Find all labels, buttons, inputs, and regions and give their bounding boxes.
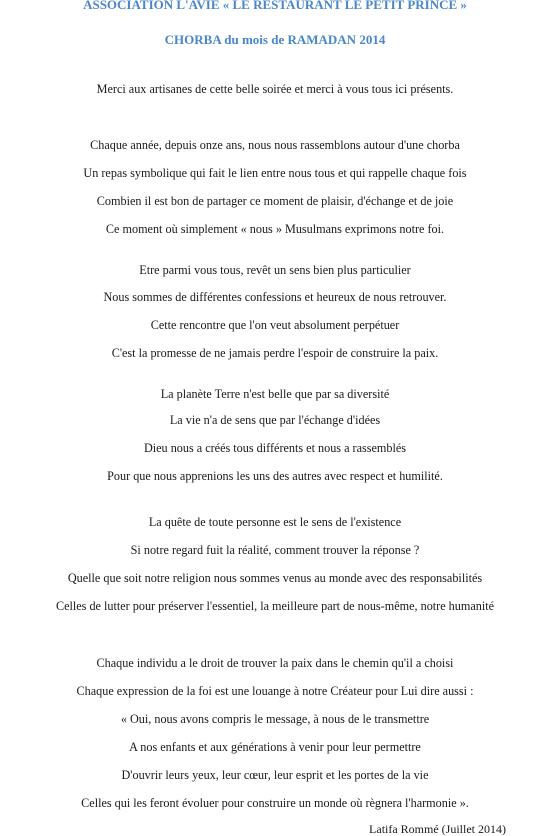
verse-line: « Oui, nous avons compris le message, à nous de le transmettre	[120, 712, 430, 726]
verse-line: Cette rencontre que l'on veut absolument perpétuer	[150, 318, 400, 332]
verse-line: C'est la promesse de ne jamais perdre l'espoir de construire la paix.	[111, 346, 439, 360]
verse-line: Celles qui les feront évoluer pour construire un monde où règnera l'harmonie ».	[81, 796, 469, 810]
verse-line: Pour que nous apprenions les uns des autres avec respect et humilité.	[107, 469, 443, 483]
verse-line: La quête de toute personne est le sens de l'existence	[148, 515, 402, 529]
verse-line: Un repas symbolique qui fait le lien entre nous tous et qui rappelle chaque fois	[83, 166, 467, 180]
verse-line: Quelle que soit notre religion nous sommes venus au monde avec des responsabilités	[67, 571, 483, 585]
verse-line: Si notre regard fuit la réalité, comment trouver la réponse ?	[130, 543, 420, 557]
verse-line: La planète Terre n'est belle que par sa diversité	[160, 387, 390, 401]
verse-line: Nous sommes de différentes confessions et heureux de nous retrouver.	[103, 290, 447, 304]
verse-line: Celles de lutter pour préserver l'essentiel, la meilleure part de nous-même, notre humanité	[55, 599, 495, 613]
verse-line: Chaque expression de la foi est une louange à notre Créateur pour Lui dire aussi :	[76, 684, 474, 698]
intro-line: Merci aux artisanes de cette belle soirée et merci à vous tous ici présents.	[96, 82, 454, 96]
verse-line: Chaque individu a le droit de trouver la paix dans le chemin qu'il a choisi	[96, 656, 454, 670]
verse-line: Etre parmi vous tous, revêt un sens bien plus particulier	[139, 263, 411, 277]
verse-line: Dieu nous a créés tous différents et nous a rassemblés	[143, 441, 407, 455]
verse-line: La vie n'a de sens que par l'échange d'idées	[169, 413, 381, 427]
verse-line: Ce moment où simplement « nous » Musulmans exprimons notre foi.	[105, 222, 445, 236]
author-signature: Latifa Rommé (Juillet 2014)	[369, 822, 506, 836]
verse-line: Chaque année, depuis onze ans, nous nous rassemblons autour d'une chorba	[90, 138, 460, 152]
verse-line: D'ouvrir leurs yeux, leur cœur, leur esprit et les portes de la vie	[121, 768, 429, 782]
verse-line: A nos enfants et aux générations à venir pour leur permettre	[129, 740, 421, 754]
document-subtitle: CHORBA du mois de RAMADAN 2014	[164, 32, 386, 47]
verse-line: Combien il est bon de partager ce moment de plaisir, d'échange et de joie	[96, 194, 454, 208]
document-title: ASSOCIATION L'AVIE « LE RESTAURANT LE PETIT PRINCE »	[83, 0, 467, 12]
